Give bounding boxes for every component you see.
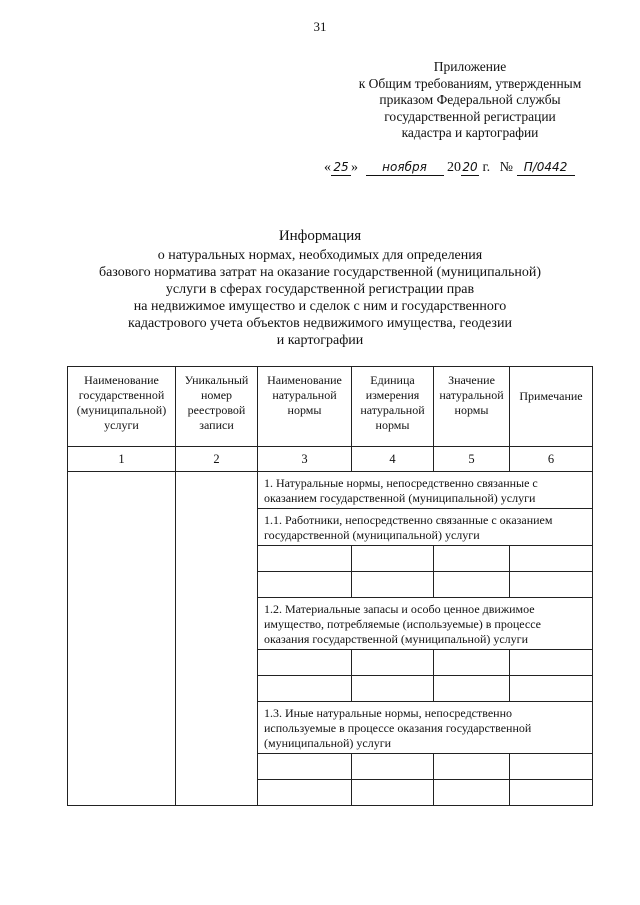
empty-cell [434,754,510,780]
empty-cell [258,650,352,676]
title-line: услуги в сферах государственной регистрации прав [165,282,475,297]
column-number: 1 [68,447,176,472]
title-line: на недвижимое имущество и сделок с ним и государственного [133,299,507,314]
appendix-line: государственной регистрации [384,108,556,124]
table-header-row [68,367,593,447]
empty-cell [352,780,434,806]
empty-cell [510,676,593,702]
empty-cell [352,546,434,572]
order-year-suffix: 20 [462,160,478,174]
empty-cell [510,546,593,572]
empty-cell [434,650,510,676]
section-1-3-heading: 1.3. Иные натуральные нормы, непосредственно используемые в процессе оказания государственной (муниципальной) услуги [258,702,593,754]
title-line: и картографии [276,333,364,348]
empty-cell [258,754,352,780]
order-number: П/0442 [517,160,575,176]
empty-cell [434,572,510,598]
appendix-line: к Общим требованиям, утвержденным [358,75,582,91]
section-1-1-heading: 1.1. Работники, непосредственно связанные с оказанием государственной (муниципальной) услуги [258,509,593,546]
header-service-name: Наименование государственной (муниципальной) услуги [68,367,176,447]
column-number-row [68,447,593,472]
empty-cell [434,546,510,572]
empty-cell [352,650,434,676]
empty-cell [510,780,593,806]
header-norm-value: Значение натуральной нормы [434,367,510,447]
title-line: кадастрового учета объектов недвижимого имущества, геодезии [128,316,512,331]
empty-cell [352,676,434,702]
order-year-label: г. [482,160,491,175]
column-number: 3 [258,447,352,472]
order-day: 25 [331,160,351,176]
empty-cell [352,572,434,598]
page-number: 31 [313,19,327,34]
empty-cell [258,546,352,572]
title-main: Информация [278,228,362,244]
header-note: Примечание [510,367,593,447]
empty-cell [434,780,510,806]
column-number: 4 [352,447,434,472]
section-1-heading: 1. Натуральные нормы, непосредственно связанные с оказанием государственной (муниципальной) услуги [258,472,593,509]
column-number: 5 [434,447,510,472]
empty-cell [510,572,593,598]
order-date-number [324,160,575,176]
appendix-block [320,59,620,142]
natural-norms-table [67,366,593,806]
empty-cell [434,676,510,702]
registry-number-cell [176,472,258,806]
order-year-prefix: 20 [447,160,461,175]
quote-close: » [351,160,358,175]
title-line: базового норматива затрат на оказание государственной (муниципальной) [98,265,542,280]
empty-cell [510,650,593,676]
header-unit: Единица измерения натуральной нормы [352,367,434,447]
quote-open: « [324,160,331,175]
order-number-label: № [499,160,514,175]
empty-cell [258,676,352,702]
title-line: о натуральных нормах, необходимых для определения [157,248,483,263]
empty-cell [258,572,352,598]
empty-cell [510,754,593,780]
header-norm-name: Наименование натуральной нормы [258,367,352,447]
document-title [0,228,640,349]
column-number: 6 [510,447,593,472]
column-number: 2 [176,447,258,472]
order-month: ноября [366,160,444,176]
table-row [68,472,593,509]
section-1-2-heading: 1.2. Материальные запасы и особо ценное движимое имущество, потребляемые (используемые) в процессе оказания государственной (муниципальной) услуги [258,598,593,650]
appendix-line: приказом Федеральной службы [379,92,561,107]
empty-cell [352,754,434,780]
appendix-line: Приложение [433,59,507,74]
header-registry-number: Уникальный номер реестровой записи [176,367,258,447]
appendix-line: кадастра и картографии [401,125,539,140]
empty-cell [258,780,352,806]
service-name-cell [68,472,176,806]
